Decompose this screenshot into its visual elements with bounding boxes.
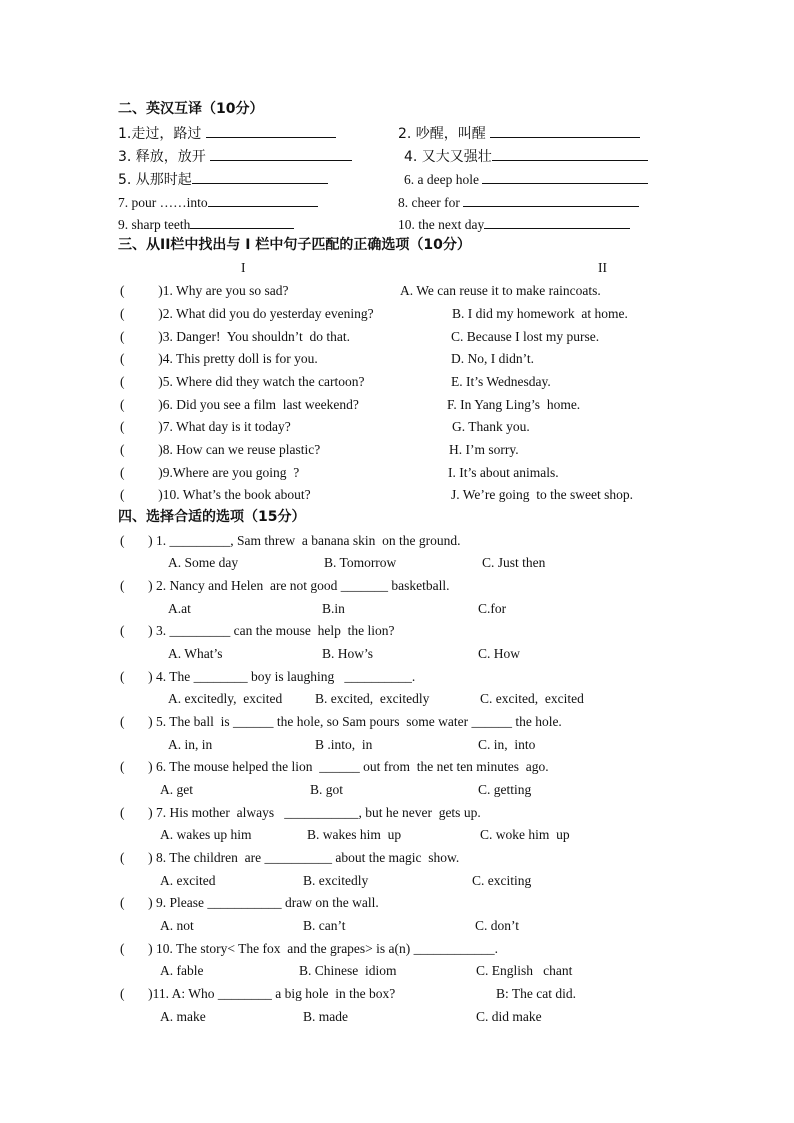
match-question-6: ( )6. Did you see a film last weekend?	[120, 397, 359, 412]
match-question-3: ( )3. Danger! You shouldn’t do that.	[120, 329, 350, 344]
translation-item-7: 7. pour ……into	[118, 192, 318, 212]
answer-blank[interactable]	[208, 192, 318, 207]
match-question-9: ( )9.Where are you going ?	[120, 465, 300, 480]
option-a: A. What’s	[168, 646, 223, 661]
option-b: B .into, in	[315, 737, 373, 752]
match-question-8: ( )8. How can we reuse plastic?	[120, 442, 321, 457]
match-question-4: ( )4. This pretty doll is for you.	[120, 351, 318, 366]
answer-blank[interactable]	[482, 169, 648, 184]
option-c: C.for	[478, 601, 507, 616]
option-c: C. How	[478, 646, 521, 661]
option-a: A.at	[168, 601, 191, 616]
match-question-5: ( )5. Where did they watch the cartoon?	[120, 374, 365, 389]
translation-item-5: 5. 从那时起	[118, 169, 328, 189]
match-question-10: ( )10. What’s the book about?	[120, 487, 311, 502]
option-c: C. excited, excited	[480, 691, 584, 706]
translation-item-2: 2. 吵醒，叫醒	[398, 123, 640, 143]
choice-question-10: ( ) 10. The story< The fox and the grapes> is a(n) ____________.	[120, 941, 499, 956]
choice-question-1: ( ) 1. _________, Sam threw a banana skin on the ground.	[120, 533, 461, 548]
section2-heading: 二、英汉互译（10分）	[118, 101, 264, 117]
match-question-1: ( )1. Why are you so sad?	[120, 283, 289, 298]
option-b: B. How’s	[322, 646, 374, 661]
option-a: A. Some day	[168, 555, 239, 570]
translation-item-3: 3. 释放，放开	[118, 146, 352, 166]
section4-heading: 四、选择合适的选项（15分）	[118, 509, 306, 525]
section3-heading: 三、从II栏中找出与 I 栏中句子匹配的正确选项（10分）	[118, 237, 471, 253]
match-answer-h: H. I’m sorry.	[449, 442, 519, 457]
translation-item-10: 10. the next day	[398, 214, 630, 234]
translation-item-6: 6. a deep hole	[404, 169, 648, 189]
option-b: B. made	[303, 1009, 348, 1024]
option-c: C. did make	[476, 1009, 542, 1024]
match-answer-j: J. We’re going to the sweet shop.	[451, 487, 634, 502]
option-b: B. can’t	[303, 918, 346, 933]
option-c: C. English chant	[476, 963, 573, 978]
option-b: B. wakes him up	[307, 827, 402, 842]
answer-blank[interactable]	[484, 214, 630, 229]
choice-question-7: ( ) 7. His mother always ___________, but he never gets up.	[120, 805, 481, 820]
choice-question-4: ( ) 4. The ________ boy is laughing __________.	[120, 669, 416, 684]
choice-question-11: ( )11. A: Who ________ a big hole in the box?	[120, 986, 396, 1001]
option-b: B. Tomorrow	[324, 555, 397, 570]
column-ii-label: II	[598, 260, 607, 275]
choice-question-3: ( ) 3. _________ can the mouse help the lion?	[120, 623, 395, 638]
option-a: A. wakes up him	[160, 827, 252, 842]
translation-item-4: 4. 又大又强壮	[404, 146, 648, 166]
option-c: C. don’t	[475, 918, 520, 933]
match-answer-a: A. We can reuse it to make raincoats.	[400, 283, 601, 298]
column-i-label: I	[241, 260, 246, 275]
option-b: B. excitedly	[303, 873, 369, 888]
translation-item-8: 8. cheer for	[398, 192, 639, 212]
option-b: B. got	[310, 782, 344, 797]
option-c: C. getting	[478, 782, 532, 797]
choice-question-2: ( ) 2. Nancy and Helen are not good _______ basketball.	[120, 578, 450, 593]
option-b: B. excited, excitedly	[315, 691, 430, 706]
answer-blank[interactable]	[210, 146, 352, 161]
option-b: B. Chinese idiom	[299, 963, 397, 978]
answer-blank[interactable]	[463, 192, 639, 207]
answer-blank[interactable]	[192, 169, 328, 184]
choice-question-8: ( ) 8. The children are __________ about the magic show.	[120, 850, 460, 865]
option-c: C. in, into	[478, 737, 536, 752]
match-answer-g: G. Thank you.	[452, 419, 530, 434]
match-answer-f: F. In Yang Ling’s home.	[447, 397, 581, 412]
match-question-2: ( )2. What did you do yesterday evening?	[120, 306, 374, 321]
translation-item-1: 1.走过，路过	[118, 123, 336, 143]
match-answer-d: D. No, I didn’t.	[451, 351, 534, 366]
answer-blank[interactable]	[190, 214, 294, 229]
choice-question-6: ( ) 6. The mouse helped the lion ______ out from the net ten minutes ago.	[120, 759, 549, 774]
option-a: A. not	[160, 918, 194, 933]
choice-question-5: ( ) 5. The ball is ______ the hole, so Sam pours some water ______ the hole.	[120, 714, 562, 729]
option-b: B.in	[322, 601, 345, 616]
choice-question-11-reply: B: The cat did.	[496, 986, 576, 1001]
answer-blank[interactable]	[206, 123, 336, 138]
option-c: C. woke him up	[480, 827, 570, 842]
option-a: A. excitedly, excited	[168, 691, 283, 706]
choice-question-9: ( ) 9. Please ___________ draw on the wall.	[120, 895, 379, 910]
answer-blank[interactable]	[492, 146, 648, 161]
match-answer-c: C. Because I lost my purse.	[451, 329, 600, 344]
translation-item-9: 9. sharp teeth	[118, 214, 294, 234]
option-a: A. make	[160, 1009, 206, 1024]
match-answer-i: I. It’s about animals.	[448, 465, 559, 480]
option-c: C. exciting	[472, 873, 532, 888]
option-a: A. excited	[160, 873, 216, 888]
match-question-7: ( )7. What day is it today?	[120, 419, 291, 434]
option-a: A. get	[160, 782, 193, 797]
match-answer-b: B. I did my homework at home.	[452, 306, 628, 321]
answer-blank[interactable]	[490, 123, 640, 138]
option-c: C. Just then	[482, 555, 546, 570]
match-answer-e: E. It’s Wednesday.	[451, 374, 551, 389]
option-a: A. fable	[160, 963, 204, 978]
option-a: A. in, in	[168, 737, 213, 752]
